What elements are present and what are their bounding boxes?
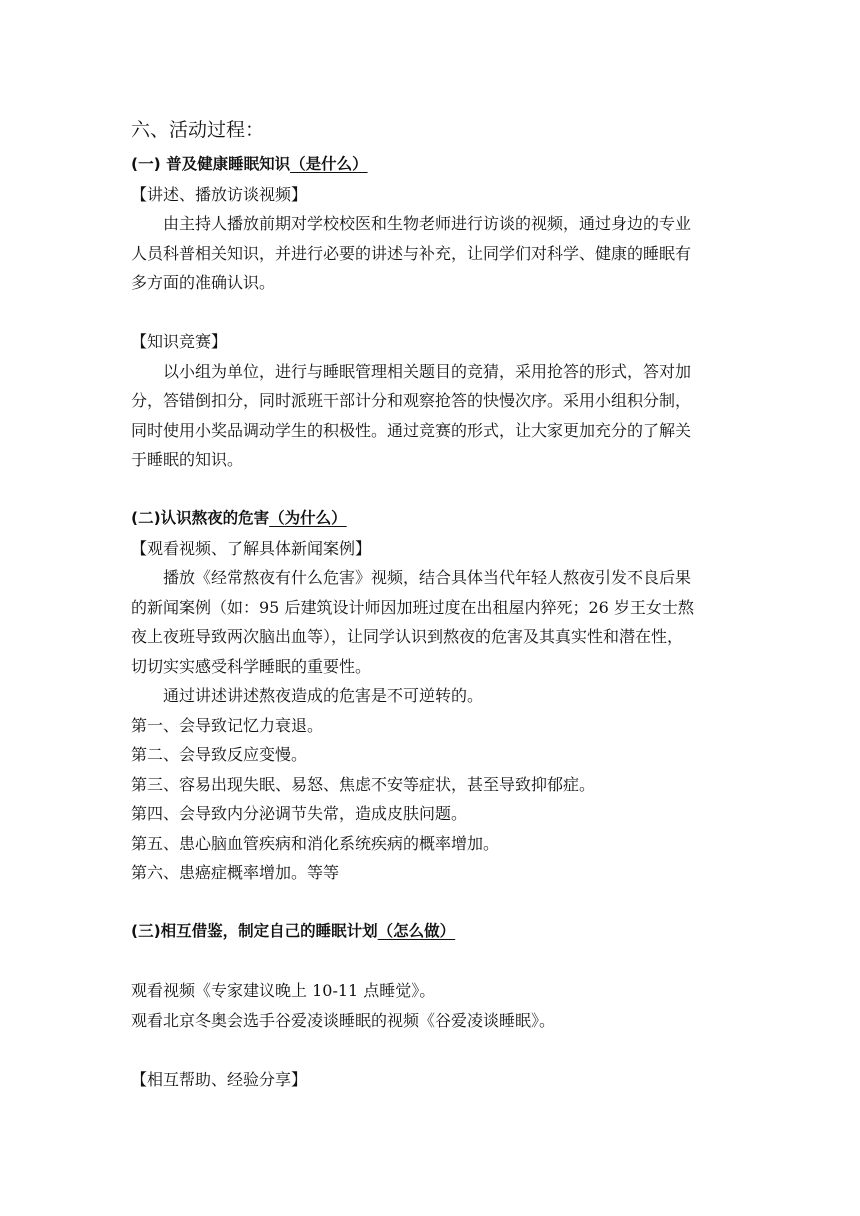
harm-list-item: 第五、患心脑血管疾病和消化系统疾病的概率增加。 xyxy=(131,833,500,853)
subsection-3-title-text: (三)相互借鉴，制定自己的睡眠计划 xyxy=(131,922,378,940)
s1-paragraph-1-line-3: 多方面的准确认识。 xyxy=(131,273,276,292)
subsection-2-title-question: （为什么） xyxy=(269,509,347,527)
subsection-3-title-question: （怎么做） xyxy=(377,922,456,940)
s2-tag-video: 【观看视频、了解具体新闻案例】 xyxy=(131,538,372,558)
harm-list-item: 第一、会导致记忆力衰退。 xyxy=(131,715,324,735)
subsection-2-title-text: (二)认识熬夜的危害 xyxy=(131,509,270,527)
s3-tag-share: 【相互帮助、经验分享】 xyxy=(131,1069,308,1089)
document-page xyxy=(131,112,736,1094)
s1-paragraph-1-line-1: 由主持人播放前期对学校校医和生物老师进行访谈的视频，通过身边的专业 xyxy=(163,214,692,233)
subsection-2-title xyxy=(131,504,736,534)
s1-tag-quiz: 【知识竞赛】 xyxy=(131,332,228,351)
s2-paragraph-1-line-3: 夜上夜班导致两次脑出血等），让同学认识到熬夜的危害及其真实性和潜在性， xyxy=(131,627,684,646)
subsection-3-title xyxy=(131,917,736,947)
subsection-1-title-question: （是什么） xyxy=(290,155,368,173)
spacer xyxy=(131,475,736,505)
s3-video-2: 观看北京冬奥会选手谷爱凌谈睡眠的视频《谷爱凌谈睡眠》。 xyxy=(131,1010,556,1030)
s1-tag-interview: 【讲述、播放访谈视频】 xyxy=(131,184,308,204)
spacer xyxy=(131,947,736,977)
subsection-1-title-text: (一) 普及健康睡眠知识 xyxy=(131,155,291,173)
s1-paragraph-2-line-3: 同时使用小奖品调动学生的积极性。通过竞赛的形式，让大家更加充分的了解关 xyxy=(131,420,692,440)
spacer xyxy=(131,1035,736,1065)
s1-paragraph-2-line-4: 于睡眠的知识。 xyxy=(131,450,244,469)
s1-paragraph-2-line-2: 分，答错倒扣分，同时派班干部计分和观察抢答的快慢次序。采用小组积分制， xyxy=(131,391,692,410)
harm-list-item: 第三、容易出现失眠、易怒、焦虑不安等症状，甚至导致抑郁症。 xyxy=(131,774,596,794)
s2-paragraph-1-line-2: 的新闻案例（如：95 后建筑设计师因加班过度在出租屋内猝死；26 岁王女士熬 xyxy=(131,597,694,617)
section-heading: 六、活动过程： xyxy=(131,119,265,141)
subsection-1-title xyxy=(131,150,736,180)
harm-list-item: 第四、会导致内分泌调节失常，造成皮肤问题。 xyxy=(131,804,468,823)
s2-paragraph-1-line-4: 切切实实感受科学睡眠的重要性。 xyxy=(131,656,372,676)
s3-video-1: 观看视频《专家建议晚上 10-11 点睡觉》。 xyxy=(131,981,436,1000)
harm-list-item: 第六、患癌症概率增加。等等 xyxy=(131,863,340,882)
s1-paragraph-1-line-2: 人员科普相关知识，并进行必要的讲述与补充，让同学们对科学、健康的睡眠有 xyxy=(131,243,692,263)
spacer xyxy=(131,298,736,328)
spacer xyxy=(131,888,736,918)
harm-list-item: 第二、会导致反应变慢。 xyxy=(131,745,308,764)
s1-paragraph-2-line-1: 以小组为单位，进行与睡眠管理相关题目的竞猜，采用抢答的形式，答对加 xyxy=(163,361,692,381)
s2-paragraph-1-line-1: 播放《经常熬夜有什么危害》视频，结合具体当代年轻人熬夜引发不良后果 xyxy=(163,568,692,587)
s2-paragraph-2: 通过讲述讲述熬夜造成的危害是不可逆转的。 xyxy=(163,686,484,705)
